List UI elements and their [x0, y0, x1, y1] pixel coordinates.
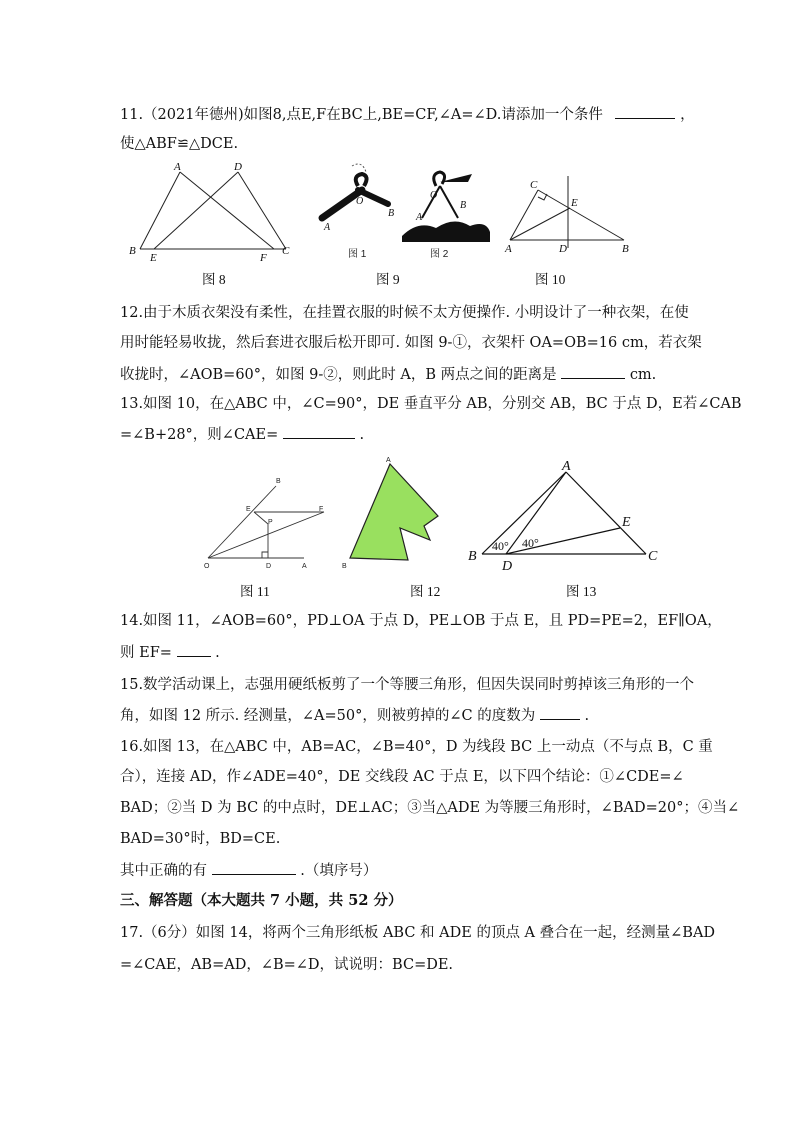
q12-line1: 12.由于木质衣架没有柔性，在挂置衣服的时候不太方便操作. 小明设计了一种衣架，在使 — [120, 305, 689, 321]
q12-end: cm. — [629, 367, 657, 383]
hanger-1-drawing — [322, 164, 394, 233]
q13-end: . — [359, 427, 365, 443]
fig10-label-c: C — [530, 179, 538, 191]
q17-line1: 17.（6分）如图 14，将两个三角形纸板 ABC 和 ADE 的顶点 A 叠合在一起，经测量∠BAD — [120, 925, 716, 941]
fig9-label-o2: O — [430, 190, 438, 201]
q16-line2: 合），连接 AD，作∠ADE=40°，DE 交线段 AC 于点 E，以下四个结论：①∠CDE=∠ — [120, 769, 684, 785]
fig11-label-a: A — [302, 563, 307, 570]
q14-line1: 14.如图 11，∠AOB=60°，PD⊥OA 于点 D，PE⊥OB 于点 E，且 PD=PE=2，EF∥OA， — [120, 613, 722, 629]
fig8-caption: 图 8 — [202, 272, 226, 287]
fig13-caption: 图 13 — [566, 584, 597, 599]
fig11-label-d: D — [266, 563, 272, 570]
fig9-label-a1: A — [324, 222, 331, 233]
fig8-label-d: D — [234, 161, 242, 173]
fig11-label-o: O — [204, 563, 210, 570]
fig8-label-e: E — [150, 252, 157, 264]
fig13-label-d: D — [502, 559, 513, 574]
fig12-label-a: A — [386, 457, 391, 464]
q13-line2 — [120, 424, 364, 445]
q16-line4: BAD=30°时，BD=CE. — [120, 831, 281, 847]
figure-11 — [198, 474, 338, 574]
fig8-label-a: A — [174, 161, 181, 173]
q14-end: . — [215, 645, 220, 661]
fig11-caption: 图 11 — [240, 584, 270, 599]
fig13-angle-b: 40° — [492, 539, 509, 553]
q13-line1: 13.如图 10，在△ABC 中，∠C=90°，DE 垂直平分 AB，分别交 AB，BC 于点 D，E若∠CAB — [120, 396, 742, 412]
q13-text: =∠B+28°，则∠CAE= — [120, 427, 279, 443]
fig11-label-e: E — [246, 506, 251, 513]
fig10-label-e: E — [571, 197, 578, 209]
fig13-label-e: E — [622, 515, 631, 530]
q11-end: ， — [680, 107, 695, 123]
fig13-label-c: C — [648, 549, 658, 564]
q16-text: 其中正确的有 — [120, 863, 207, 879]
fig12-label-b: B — [342, 563, 347, 570]
figure-10 — [502, 172, 636, 256]
fig8-label-f: F — [260, 252, 267, 264]
fig13-angle-d: 40° — [522, 536, 539, 550]
q16-line1: 16.如图 13，在△ABC 中，AB=AC，∠B=40°，D 为线段 BC 上一动点（不与点 B，C 重 — [120, 739, 713, 755]
fig10-caption: 图 10 — [535, 272, 566, 287]
q16-answer-blank[interactable] — [212, 860, 296, 875]
q11-answer-blank[interactable] — [615, 104, 675, 119]
figure-12 — [338, 452, 448, 574]
section-3-heading: 三、解答题（本大题共 7 小题，共 52 分） — [120, 892, 403, 909]
q14-text: 则 EF= — [120, 645, 172, 661]
q11-line1 — [120, 104, 695, 125]
fig11-label-f: F — [319, 506, 324, 513]
fig12-caption: 图 12 — [410, 584, 441, 599]
figure-13 — [462, 458, 668, 574]
fig8-label-b: B — [129, 245, 136, 257]
fig10-label-d: D — [559, 243, 567, 255]
q11-text: 11.（2021年德州)如图8,点E,F在BC上,BE=CF,∠A=∠D.请添加一个条件 — [120, 107, 603, 123]
fig11-label-b: B — [276, 478, 281, 485]
q17-line2: =∠CAE，AB=AD，∠B=∠D，试说明：BC=DE. — [120, 957, 454, 973]
q15-line2 — [120, 705, 589, 726]
fig9-label-b1: B — [388, 208, 395, 219]
fig8-label-c: C — [282, 245, 290, 257]
figure-9 — [318, 156, 493, 264]
fig11-label-p: P — [268, 519, 273, 526]
q15-text: 角，如图 12 所示. 经测量，∠A=50°，则被剪掉的∠C 的度数为 — [120, 708, 536, 724]
hanger-2-drawing — [402, 172, 490, 242]
q11-line2: 使△ABF≌△DCE. — [120, 136, 239, 152]
q16-line5 — [120, 860, 377, 881]
q14-answer-blank[interactable] — [177, 642, 211, 657]
q12-text: 收拢时，∠AOB=60°，如图 9-②，则此时 A，B 两点之间的距离是 — [120, 367, 557, 383]
q12-line3 — [120, 364, 656, 385]
q15-end: . — [584, 708, 590, 724]
q12-answer-blank[interactable] — [561, 364, 625, 379]
q15-line1: 15.数学活动课上，志强用硬纸板剪了一个等腰三角形，但因失误同时剪掉该三角形的一个 — [120, 677, 695, 693]
q16-line3: BAD；②当 D 为 BC 的中点时，DE⊥AC；③当△ADE 为等腰三角形时，∠BAD=20°；④当∠ — [120, 800, 740, 816]
fig13-label-a: A — [562, 459, 571, 474]
q13-answer-blank[interactable] — [283, 424, 355, 439]
figure-8 — [126, 160, 296, 266]
fig12-cut-triangle-shape — [350, 464, 438, 560]
fig10-label-b: B — [622, 243, 629, 255]
fig9-sub1-caption: 图 1 — [348, 249, 367, 260]
q14-line2 — [120, 642, 220, 663]
fig9-label-b2: B — [460, 200, 467, 211]
fig9-caption: 图 9 — [376, 272, 400, 287]
fig9-label-a2: A — [416, 212, 423, 223]
fig13-label-b: B — [468, 549, 477, 564]
fig10-label-a: A — [505, 243, 512, 255]
fig9-sub2-caption: 图 2 — [430, 249, 449, 260]
q15-answer-blank[interactable] — [540, 705, 580, 720]
q12-line2: 用时能轻易收拢，然后套进衣服后松开即可. 如图 9-①，衣架杆 OA=OB=16 cm，若衣架 — [120, 335, 702, 351]
q16-end: .（填序号） — [300, 863, 378, 879]
fig9-label-o1: O — [356, 196, 364, 207]
